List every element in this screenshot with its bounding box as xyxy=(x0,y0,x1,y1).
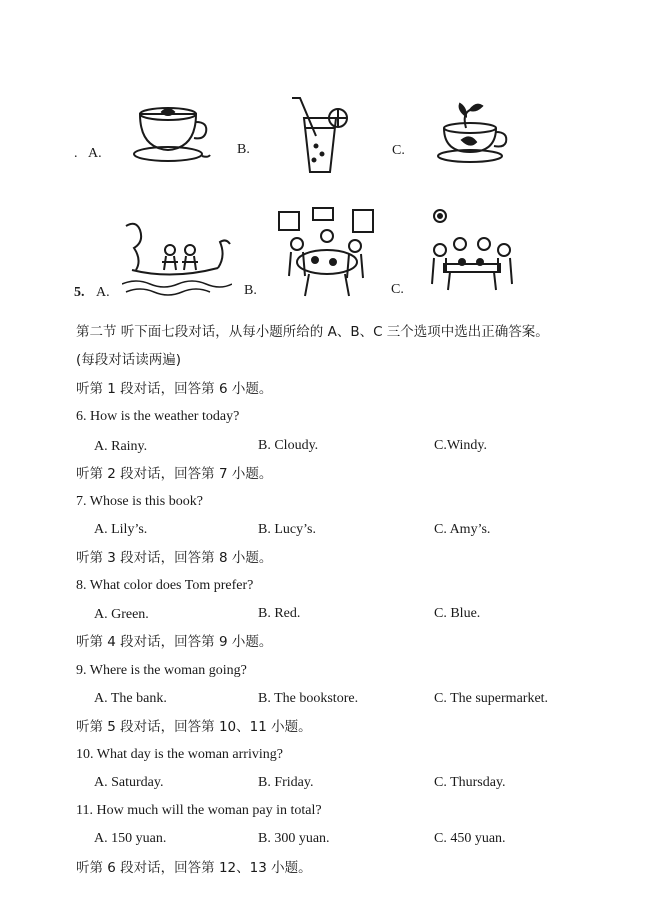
row5-label-c: C. xyxy=(391,282,404,297)
children-eating-icon xyxy=(426,206,518,292)
coffee-cup-icon xyxy=(132,104,212,164)
group-6-instruction: 听第 6 段对话，回答第 12、13 小题。 xyxy=(76,860,312,876)
section-title: 第二节 听下面七段对话，从每小题所给的 A、B、C 三个选项中选出正确答案。 xyxy=(76,324,549,340)
row4-prefix: . xyxy=(74,146,78,161)
section-note: (每段对话读两遍) xyxy=(76,352,182,368)
question-10-option-c: C. Thursday. xyxy=(434,775,506,790)
question-11-stem: 11. How much will the woman pay in total? xyxy=(76,803,322,818)
question-6-option-c: C.Windy. xyxy=(434,438,487,453)
question-7-option-c: C. Amy’s. xyxy=(434,522,491,537)
question-9-option-c: C. The supermarket. xyxy=(434,691,549,706)
row4-label-c: C. xyxy=(392,143,405,158)
family-dinner-icon xyxy=(275,206,379,298)
row5-label-b: B. xyxy=(244,283,257,298)
tea-cup-icon xyxy=(436,100,512,166)
group-3-instruction: 听第 3 段对话，回答第 8 小题。 xyxy=(76,550,273,566)
question-6-stem: 6. How is the weather today? xyxy=(76,409,240,424)
row5-number: 5. xyxy=(74,285,85,300)
question-8-option-a: A. Green. xyxy=(94,607,149,622)
question-6-option-b: B. Cloudy. xyxy=(258,438,319,453)
question-9-stem: 9. Where is the woman going? xyxy=(76,663,247,678)
question-7-option-b: B. Lucy’s. xyxy=(258,522,316,537)
question-11-option-a: A. 150 yuan. xyxy=(94,831,167,846)
row5-label-a: A. xyxy=(96,285,110,300)
question-8-option-b: B. Red. xyxy=(258,606,301,621)
dragon-boat-icon xyxy=(122,220,232,298)
group-2-instruction: 听第 2 段对话，回答第 7 小题。 xyxy=(76,466,273,482)
group-4-instruction: 听第 4 段对话，回答第 9 小题。 xyxy=(76,634,273,650)
question-8-option-c: C. Blue. xyxy=(434,606,481,621)
question-8-stem: 8. What color does Tom prefer? xyxy=(76,578,254,593)
question-9-option-b: B. The bookstore. xyxy=(258,691,359,706)
juice-glass-icon xyxy=(286,96,350,176)
group-5-instruction: 听第 5 段对话，回答第 10、11 小题。 xyxy=(76,719,312,735)
question-10-stem: 10. What day is the woman arriving? xyxy=(76,747,283,762)
row4-label-a: A. xyxy=(88,146,102,161)
question-7-option-a: A. Lily’s. xyxy=(94,522,148,537)
question-11-option-c: C. 450 yuan. xyxy=(434,831,506,846)
question-10-option-a: A. Saturday. xyxy=(94,775,164,790)
question-11-option-b: B. 300 yuan. xyxy=(258,831,330,846)
question-6-option-a: A. Rainy. xyxy=(94,439,148,454)
question-10-option-b: B. Friday. xyxy=(258,775,314,790)
row4-label-b: B. xyxy=(237,142,250,157)
group-1-instruction: 听第 1 段对话，回答第 6 小题。 xyxy=(76,381,273,397)
question-9-option-a: A. The bank. xyxy=(94,691,167,706)
question-7-stem: 7. Whose is this book? xyxy=(76,494,203,509)
